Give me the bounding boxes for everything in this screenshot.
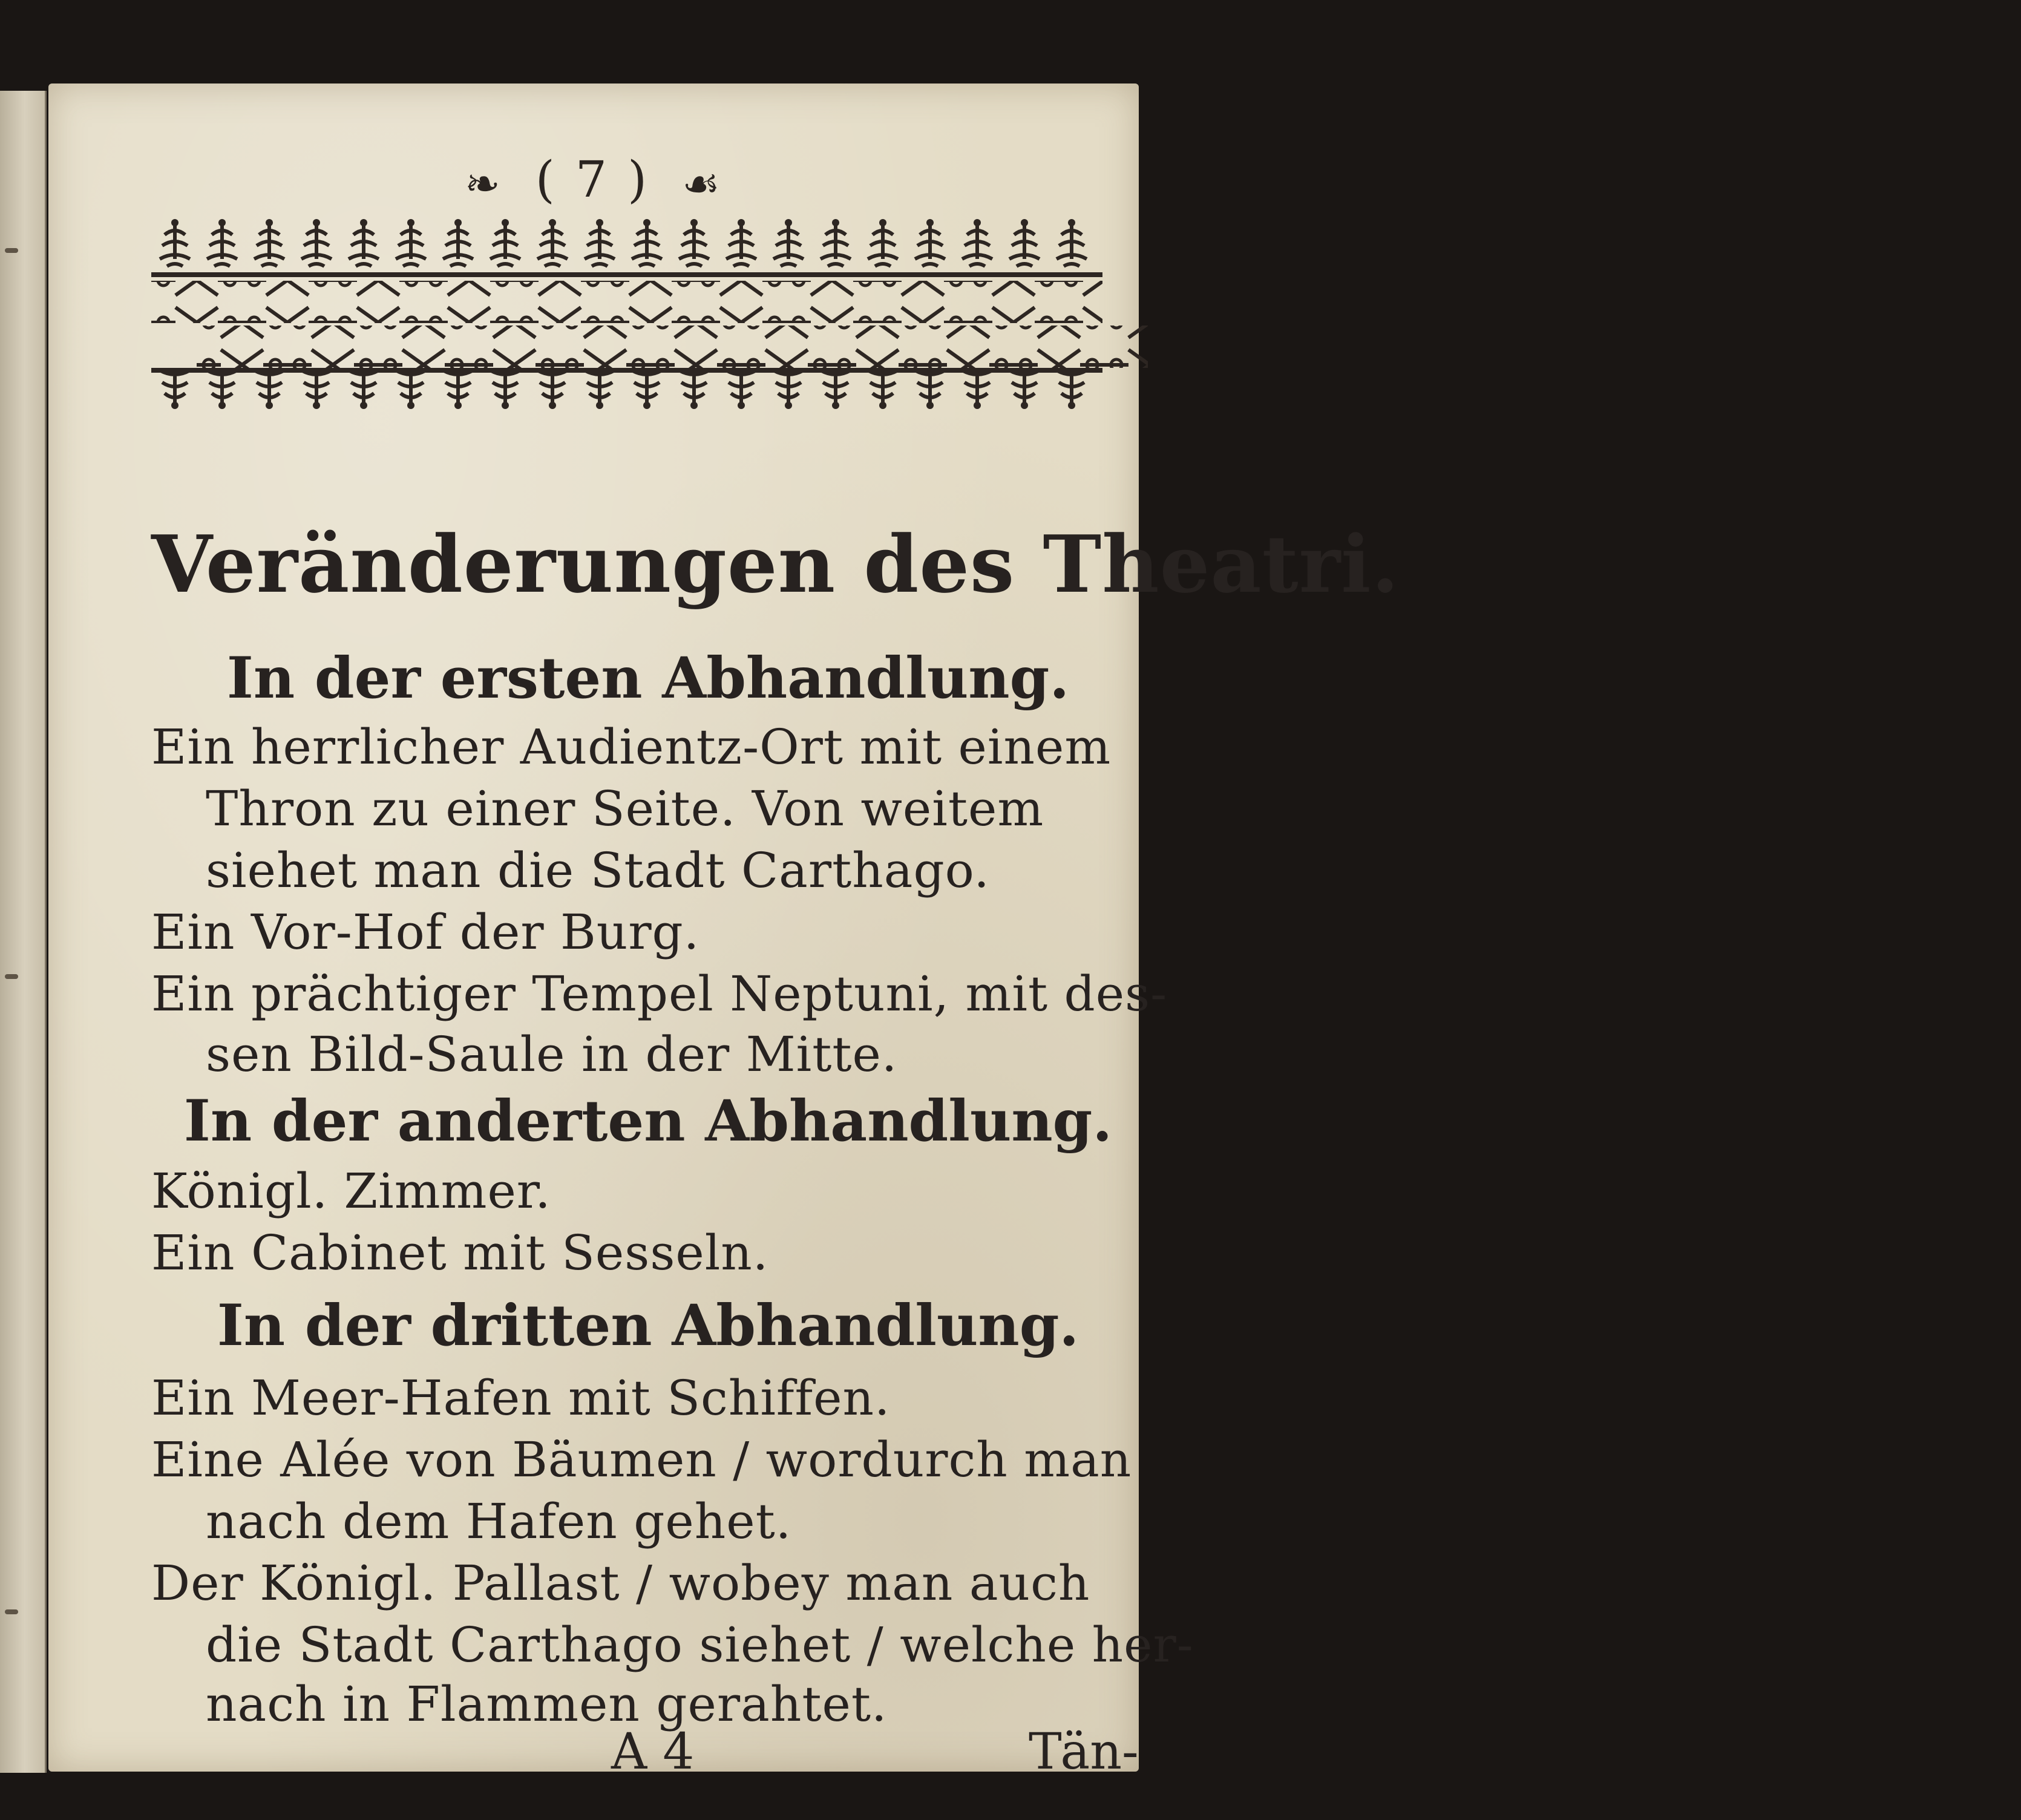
catchword: Tän‑ — [1029, 1723, 1139, 1781]
act-2-line-1: Königl. Zimmer. — [151, 1163, 551, 1219]
page-title: Veränderungen des Theatri. — [151, 518, 1400, 610]
act-3-line-2: Eine Alée von Bäumen / wordurch man — [151, 1432, 1132, 1488]
page-header — [48, 151, 1139, 209]
ornament-right-icon: ☙ — [682, 159, 722, 209]
decorative-border-band — [151, 217, 1102, 416]
act-1-line-1: Ein herrlicher Audientz‑Ort mit einem — [151, 719, 1112, 775]
binding-stitch — [5, 248, 18, 253]
ornament-left-icon: ❧ — [465, 159, 503, 209]
act-1-line-3: siehet man die Stadt Carthago. — [206, 842, 990, 899]
act-2-heading: In der anderten Abhandlung. — [183, 1088, 1113, 1154]
book-page — [48, 83, 1400, 1781]
act-2-line-2: Ein Cabinet mit Sesseln. — [151, 1225, 769, 1281]
act-1-line-5: Ein prächtiger Tempel Neptuni, mit des‑ — [151, 966, 1168, 1022]
facing-page-edge — [0, 91, 47, 1773]
act-3-line-4: Der Königl. Pallast / wobey man auch — [151, 1555, 1090, 1611]
signature-mark: A 4 — [611, 1723, 695, 1781]
act-1-line-6: sen Bild‑Saule in der Mitte. — [206, 1026, 898, 1082]
act-1-line-2: Thron zu einer Seite. Von weitem — [206, 781, 1044, 837]
act-3-line-1: Ein Meer‑Hafen mit Schiffen. — [151, 1370, 891, 1426]
act-3-line-3: nach dem Hafen gehet. — [206, 1493, 792, 1550]
page-number: ( 7 ) — [535, 151, 650, 209]
act-3-line-5: die Stadt Carthago siehet / welche her‑ — [206, 1617, 1194, 1673]
act-1-heading: In der ersten Abhandlung. — [226, 645, 1070, 712]
act-3-line-6: nach in Flammen gerahtet. — [206, 1676, 888, 1732]
act-1-line-4: Ein Vor‑Hof der Burg. — [151, 904, 700, 960]
act-3-heading: In der dritten Abhandlung. — [217, 1292, 1079, 1359]
binding-stitch — [5, 974, 18, 979]
binding-stitch — [5, 1609, 18, 1614]
